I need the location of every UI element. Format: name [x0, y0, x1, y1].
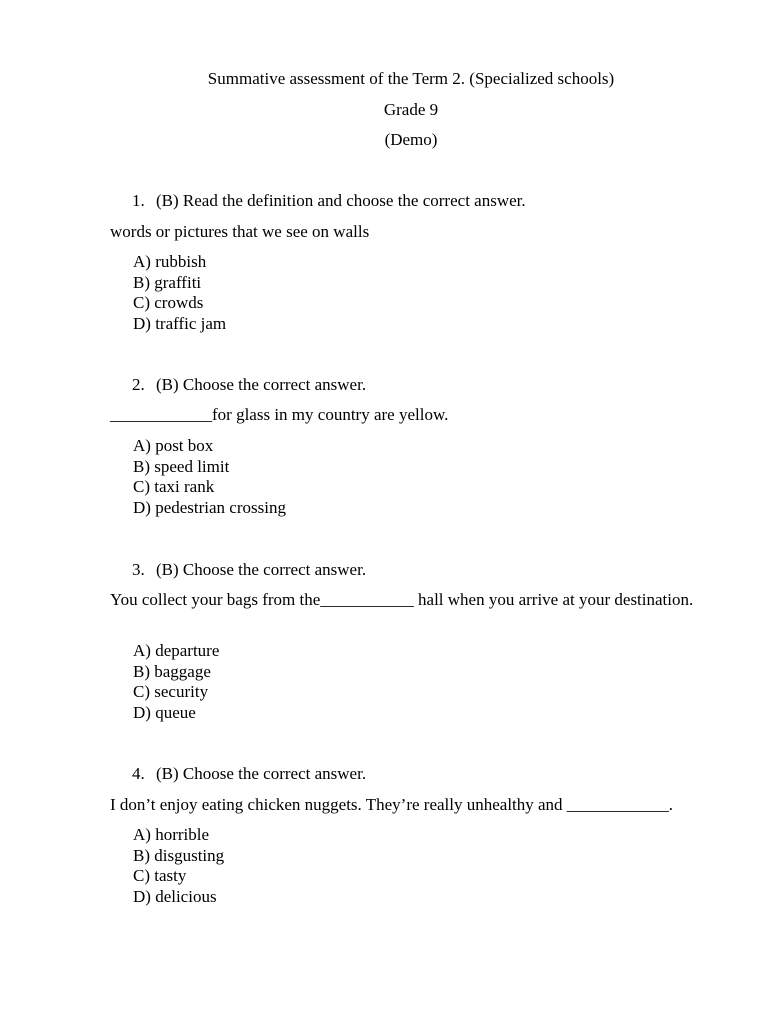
question-1-option-c: C) crowds	[133, 293, 204, 313]
question-4-prompt: I don’t enjoy eating chicken nuggets. They’re really unhealthy and ____________.	[110, 795, 674, 814]
question-1-prompt: words or pictures that we see on walls	[110, 222, 370, 241]
question-1-option-b: B) graffiti	[133, 272, 202, 292]
question-4-options	[133, 825, 224, 908]
question-3-option-a: A) departure	[133, 641, 220, 660]
question-1-option-d: D) traffic jam	[133, 314, 227, 334]
question-3-option-d: D) queue	[133, 703, 196, 723]
question-2-option-c: C) taxi rank	[133, 477, 215, 497]
question-2-instruction: (B) Choose the correct answer.	[156, 375, 367, 394]
question-1-option-a: A) rubbish	[133, 252, 207, 271]
question-2-options	[133, 436, 286, 519]
question-2-number: 2.	[132, 375, 145, 394]
question-3-number: 3.	[132, 560, 145, 579]
question-2-heading	[132, 375, 366, 395]
question-1-options	[133, 252, 226, 335]
question-4-option-a: A) horrible	[133, 825, 210, 844]
question-1-number: 1.	[132, 191, 145, 210]
question-2-prompt: ____________for glass in my country are yellow.	[110, 405, 449, 424]
question-2-option-a: A) post box	[133, 436, 214, 455]
question-3-option-b: B) baggage	[133, 661, 211, 681]
question-2-option-d: D) pedestrian crossing	[133, 498, 286, 518]
document-title: Summative assessment of the Term 2. (Specialized schools)	[207, 69, 615, 88]
question-2-option-b: B) speed limit	[133, 456, 230, 476]
question-4-option-c: C) tasty	[133, 866, 187, 886]
question-1-instruction: (B) Read the definition and choose the correct answer.	[156, 191, 526, 210]
question-4-instruction: (B) Choose the correct answer.	[156, 764, 367, 783]
grade-label: Grade 9	[383, 100, 439, 119]
question-1-heading	[132, 191, 526, 211]
question-3-option-c: C) security	[133, 682, 209, 702]
question-3-heading	[132, 560, 366, 580]
question-4-option-d: D) delicious	[133, 887, 217, 907]
question-4-option-b: B) disgusting	[133, 845, 225, 865]
question-4-number: 4.	[132, 764, 145, 783]
question-3-options	[133, 641, 219, 724]
question-3-prompt: You collect your bags from the___________ hall when you arrive at your destination.	[110, 590, 694, 609]
question-3-instruction: (B) Choose the correct answer.	[156, 560, 367, 579]
question-4-heading	[132, 764, 366, 784]
demo-label: (Demo)	[384, 130, 438, 149]
